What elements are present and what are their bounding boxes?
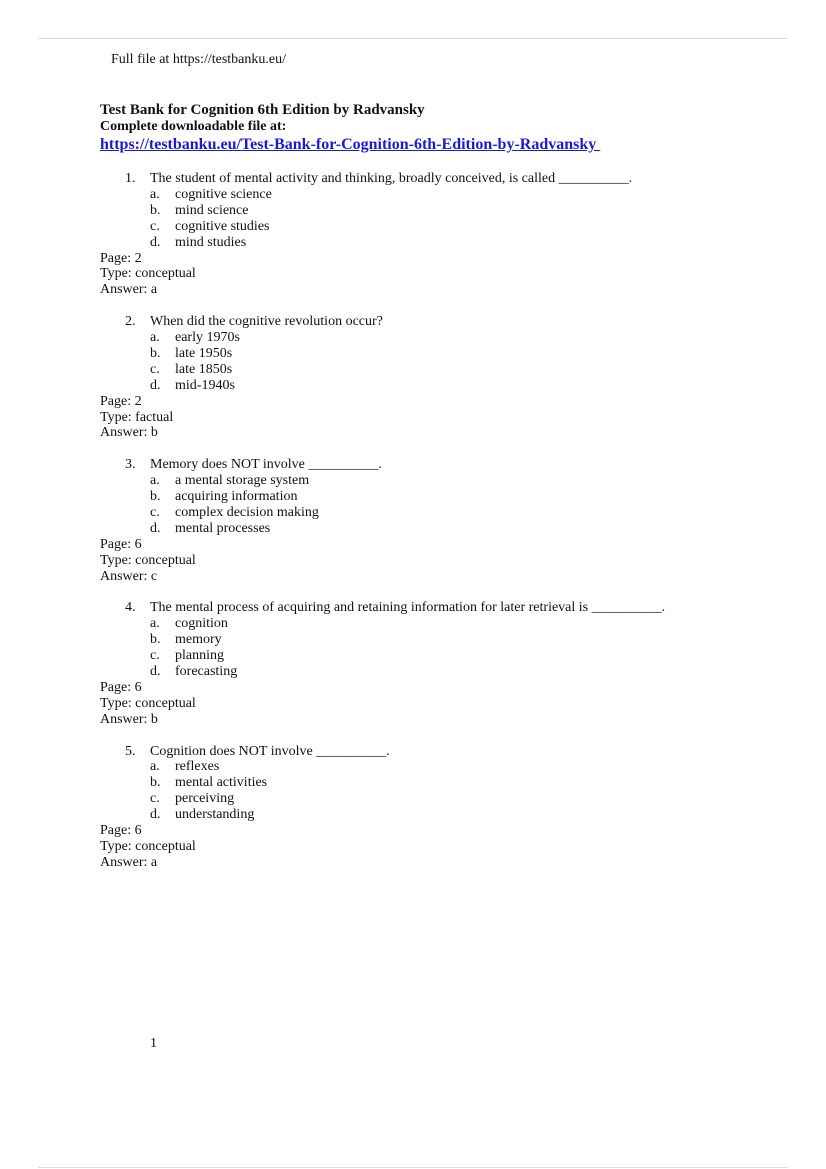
question-page: Page: 2	[100, 250, 142, 266]
question-text: The student of mental activity and thinking, broadly conceived, is called __________.	[150, 171, 633, 186]
option-text: complex decision making	[175, 505, 319, 520]
question-page: Page: 6	[100, 823, 142, 839]
question-answer: Answer: b	[100, 711, 158, 727]
question-answer: Answer: c	[100, 568, 158, 584]
option-c	[100, 648, 800, 664]
option-text: mind science	[175, 202, 249, 218]
page-number: 1	[150, 1036, 157, 1051]
option-text: reflexes	[175, 759, 220, 775]
question-text: Cognition does NOT involve __________.	[150, 743, 390, 759]
option-text: late 1950s	[175, 345, 233, 361]
option-c	[100, 791, 800, 807]
option-c	[100, 219, 800, 235]
option-letter: a.	[150, 759, 160, 775]
option-text: a mental storage system	[175, 473, 310, 489]
option-letter: a.	[150, 473, 160, 489]
option-letter: c.	[150, 361, 160, 377]
question-type: Type: conceptual	[100, 552, 196, 568]
option-text: perceiving	[175, 791, 235, 807]
question-5	[100, 744, 800, 871]
question-1	[100, 171, 800, 298]
option-text: cognition	[175, 616, 228, 632]
option-d	[100, 378, 800, 394]
document-title: Test Bank for Cognition 6th Edition by Radvansky	[100, 102, 425, 118]
question-4	[100, 600, 800, 727]
question-type: Type: conceptual	[100, 839, 196, 854]
question-2	[100, 314, 800, 441]
option-d	[100, 807, 800, 823]
option-text: forecasting	[175, 664, 238, 680]
option-text: late 1850s	[175, 361, 233, 377]
option-letter: a.	[150, 186, 160, 202]
option-letter: a.	[150, 616, 160, 632]
download-link[interactable]: https://testbanku.eu/Test-Bank-for-Cognition-6th-Edition-by-Radvansky	[100, 136, 601, 153]
option-a	[100, 473, 800, 489]
question-list	[100, 171, 800, 871]
option-text: cognitive studies	[175, 218, 270, 234]
question-number: 2.	[125, 314, 136, 330]
title-block	[100, 101, 800, 154]
question-number: 5.	[125, 743, 136, 759]
option-a	[100, 759, 800, 775]
question-number: 3.	[125, 457, 136, 473]
option-c	[100, 505, 800, 521]
option-a	[100, 330, 800, 346]
option-d	[100, 664, 800, 680]
option-text: early 1970s	[175, 330, 240, 346]
question-page: Page: 2	[100, 393, 142, 409]
option-letter: c.	[150, 218, 160, 234]
option-letter: d.	[150, 377, 161, 393]
question-text: The mental process of acquiring and retaining information for later retrieval is __________.	[150, 600, 666, 616]
question-text: When did the cognitive revolution occur?	[150, 314, 383, 330]
page-top-border	[38, 38, 788, 39]
option-a	[100, 187, 800, 203]
option-letter: c.	[150, 505, 160, 520]
option-text: memory	[175, 632, 222, 648]
option-letter: b.	[150, 775, 161, 791]
option-d	[100, 521, 800, 537]
option-letter: c.	[150, 791, 160, 807]
question-number: 1.	[125, 171, 136, 186]
option-letter: a.	[150, 330, 160, 346]
option-b	[100, 203, 800, 219]
option-b	[100, 632, 800, 648]
option-text: planning	[175, 648, 224, 664]
option-text: cognitive science	[175, 186, 272, 202]
page-bottom-border	[38, 1167, 788, 1168]
option-text: mental activities	[175, 775, 268, 791]
option-text: mind studies	[175, 234, 247, 250]
question-type: Type: conceptual	[100, 695, 196, 711]
option-b	[100, 489, 800, 505]
option-d	[100, 235, 800, 251]
header-note: Full file at https://testbanku.eu/	[111, 52, 286, 67]
question-page: Page: 6	[100, 679, 142, 695]
question-number: 4.	[125, 600, 136, 616]
question-type: Type: factual	[100, 409, 174, 425]
option-a	[100, 616, 800, 632]
option-b	[100, 775, 800, 791]
option-letter: d.	[150, 664, 161, 680]
option-letter: d.	[150, 234, 161, 250]
option-letter: c.	[150, 648, 160, 664]
question-answer: Answer: a	[100, 282, 158, 298]
option-text: understanding	[175, 807, 255, 823]
option-letter: b.	[150, 489, 161, 505]
question-answer: Answer: b	[100, 425, 158, 441]
question-answer: Answer: a	[100, 854, 158, 870]
option-text: acquiring information	[175, 489, 298, 505]
question-3	[100, 457, 800, 584]
download-subtitle: Complete downloadable file at:	[100, 119, 287, 134]
option-letter: b.	[150, 202, 161, 218]
question-page: Page: 6	[100, 536, 142, 552]
option-letter: b.	[150, 632, 161, 648]
option-c	[100, 362, 800, 378]
option-text: mental processes	[175, 520, 271, 536]
option-letter: d.	[150, 807, 161, 823]
option-letter: d.	[150, 520, 161, 536]
question-type: Type: conceptual	[100, 266, 196, 282]
option-letter: b.	[150, 345, 161, 361]
option-b	[100, 346, 800, 362]
question-text: Memory does NOT involve __________.	[150, 457, 382, 473]
option-text: mid-1940s	[175, 377, 235, 393]
